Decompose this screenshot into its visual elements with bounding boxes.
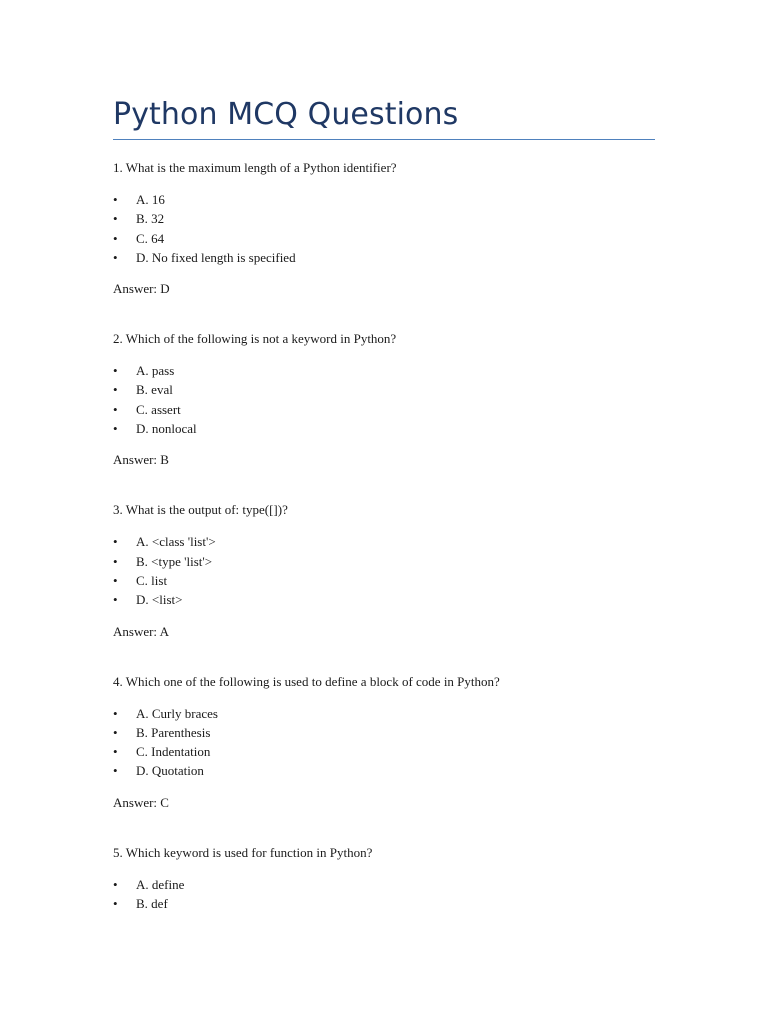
option-text: D. <list> — [136, 592, 183, 608]
question-text: 1. What is the maximum length of a Python identifier? — [113, 160, 397, 175]
option-text: A. Curly braces — [136, 705, 218, 721]
question-block — [113, 502, 655, 639]
bullet-icon: • — [113, 763, 118, 779]
option-text: C. 64 — [136, 230, 165, 246]
option-text: C. Indentation — [136, 744, 211, 760]
option-item — [113, 894, 655, 913]
title-underline — [113, 139, 655, 140]
bullet-icon: • — [113, 230, 118, 246]
bullet-icon: • — [113, 553, 118, 569]
option-text: B. 32 — [136, 211, 165, 227]
bullet-icon: • — [113, 421, 118, 437]
bullet-icon: • — [113, 192, 118, 207]
option-item — [113, 532, 655, 551]
question-text: 4. Which one of the following is used to define a block of code in Python? — [113, 673, 500, 689]
answer-text: Answer: B — [113, 452, 169, 468]
option-item — [113, 552, 655, 571]
option-text: D. nonlocal — [136, 421, 197, 437]
option-item — [113, 723, 655, 742]
bullet-icon: • — [113, 401, 118, 417]
question-block — [113, 160, 655, 297]
option-item — [113, 761, 655, 780]
bullet-icon: • — [113, 705, 118, 721]
question-text: 5. Which keyword is used for function in Python? — [113, 844, 373, 860]
bullet-icon: • — [113, 534, 118, 550]
option-item — [113, 704, 655, 723]
option-list — [113, 875, 655, 914]
question-block — [113, 331, 655, 468]
option-text: D. Quotation — [136, 763, 204, 779]
option-item — [113, 209, 655, 228]
bullet-icon: • — [113, 211, 118, 227]
document-title: Python MCQ Questions — [113, 97, 459, 132]
option-item — [113, 400, 655, 419]
bullet-icon: • — [113, 382, 118, 398]
question-text: 2. Which of the following is not a keyword in Python? — [113, 331, 397, 347]
option-item — [113, 590, 655, 609]
bullet-icon: • — [113, 572, 118, 588]
option-item — [113, 742, 655, 761]
option-text: B. <type 'list'> — [136, 553, 213, 569]
option-list — [113, 704, 655, 781]
option-list — [113, 190, 655, 267]
option-text: C. list — [136, 572, 168, 588]
question-text: 3. What is the output of: type([])? — [113, 502, 288, 518]
answer-text: Answer: C — [113, 794, 169, 810]
option-text: A. define — [136, 876, 185, 892]
option-item — [113, 361, 655, 380]
bullet-icon: • — [113, 592, 118, 608]
option-item — [113, 419, 655, 438]
option-text: B. eval — [136, 382, 173, 398]
document-page — [113, 96, 655, 913]
option-item — [113, 190, 655, 209]
option-list — [113, 361, 655, 438]
question-list — [113, 160, 655, 913]
option-item — [113, 248, 655, 267]
option-text: C. assert — [136, 401, 181, 417]
bullet-icon: • — [113, 876, 118, 892]
option-item — [113, 571, 655, 590]
option-text: A. pass — [136, 363, 175, 379]
bullet-icon: • — [113, 744, 118, 760]
option-text: B. def — [136, 896, 168, 912]
bullet-icon: • — [113, 896, 118, 912]
option-text: B. Parenthesis — [136, 724, 211, 740]
question-block — [113, 845, 655, 914]
answer-text: Answer: D — [113, 281, 170, 297]
option-item — [113, 380, 655, 399]
bullet-icon: • — [113, 363, 118, 379]
option-item — [113, 875, 655, 894]
bullet-icon: • — [113, 249, 118, 265]
option-text: A. <class 'list'> — [136, 534, 216, 550]
option-item — [113, 229, 655, 248]
question-block — [113, 674, 655, 811]
option-list — [113, 532, 655, 609]
option-text: A. 16 — [136, 192, 165, 207]
bullet-icon: • — [113, 724, 118, 740]
answer-text: Answer: A — [113, 623, 169, 639]
option-text: D. No fixed length is specified — [136, 249, 296, 265]
